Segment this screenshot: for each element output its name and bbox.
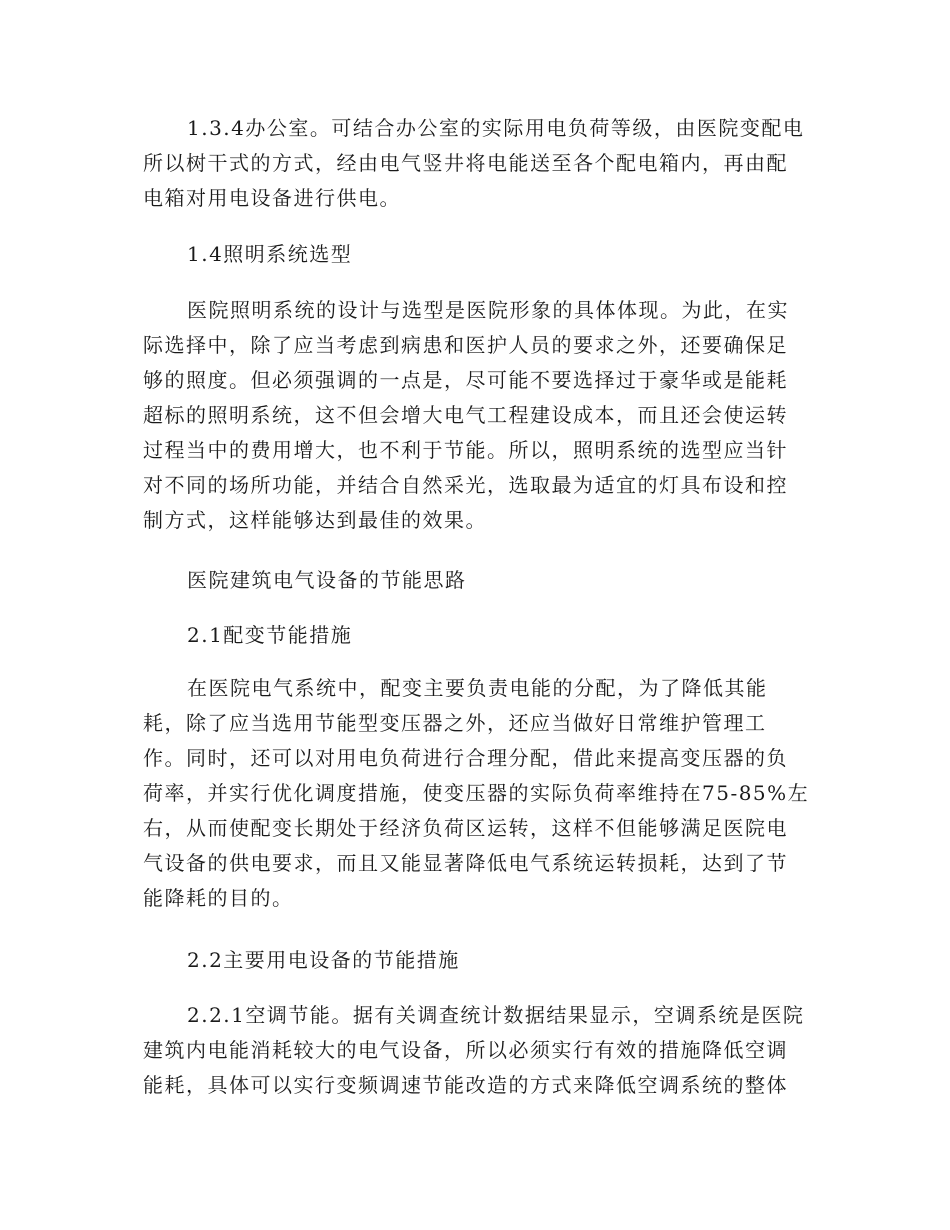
text-line: 际选择中，除了应当考虑到病患和医护人员的要求之外，还要确保足 [143, 333, 788, 357]
text-line: 超标的照明系统，这不但会增大电气工程建设成本，而且还会使运转 [143, 403, 788, 427]
text-line: 作。同时，还可以对用电负荷进行合理分配，借此来提高变压器的负 [143, 746, 788, 770]
text-line: 气设备的供电要求，而且又能显著降低电气系统运转损耗，达到了节 [143, 851, 788, 875]
text-line: 医院照明系统的设计与选型是医院形象的具体体现。为此，在实 [187, 298, 789, 322]
text-line: 右，从而使配变长期处于经济负荷区运转，这样不但能够满足医院电 [143, 816, 788, 840]
section-heading: 医院建筑电气设备的节能思路 [187, 568, 467, 592]
text-line: 够的照度。但必须强调的一点是，尽可能不要选择过于豪华或是能耗 [143, 368, 788, 392]
text-line: 1.3.4办公室。可结合办公室的实际用电负荷等级，由医院变配电 [187, 116, 805, 140]
text-line: 能降耗的目的。 [143, 886, 294, 910]
text-line: 制方式，这样能够达到最佳的效果。 [143, 508, 487, 532]
text-line: 2.2.1空调节能。据有关调查统计数据结果显示，空调系统是医院 [187, 1003, 805, 1027]
section-heading: 2.1配变节能措施 [187, 623, 353, 647]
section-heading: 1.4照明系统选型 [187, 242, 353, 266]
section-heading: 2.2主要用电设备的节能措施 [187, 948, 460, 972]
text-line: 在医院电气系统中，配变主要负责电能的分配，为了降低其能 [187, 676, 768, 700]
text-line: 电箱对用电设备进行供电。 [143, 186, 401, 210]
text-line: 所以树干式的方式，经由电气竖井将电能送至各个配电箱内，再由配 [143, 151, 788, 175]
text-line: 耗，除了应当选用节能型变压器之外，还应当做好日常维护管理工 [143, 711, 767, 735]
text-line: 能耗，具体可以实行变频调速节能改造的方式来降低空调系统的整体 [143, 1073, 788, 1097]
text-line: 过程当中的费用增大，也不利于节能。所以，照明系统的选型应当针 [143, 438, 788, 462]
text-line: 荷率，并实行优化调度措施，使变压器的实际负荷率维持在75-85%左 [143, 781, 810, 805]
text-line: 建筑内电能消耗较大的电气设备，所以必须实行有效的措施降低空调 [143, 1038, 788, 1062]
text-line: 对不同的场所功能，并结合自然采光，选取最为适宜的灯具布设和控 [143, 473, 788, 497]
